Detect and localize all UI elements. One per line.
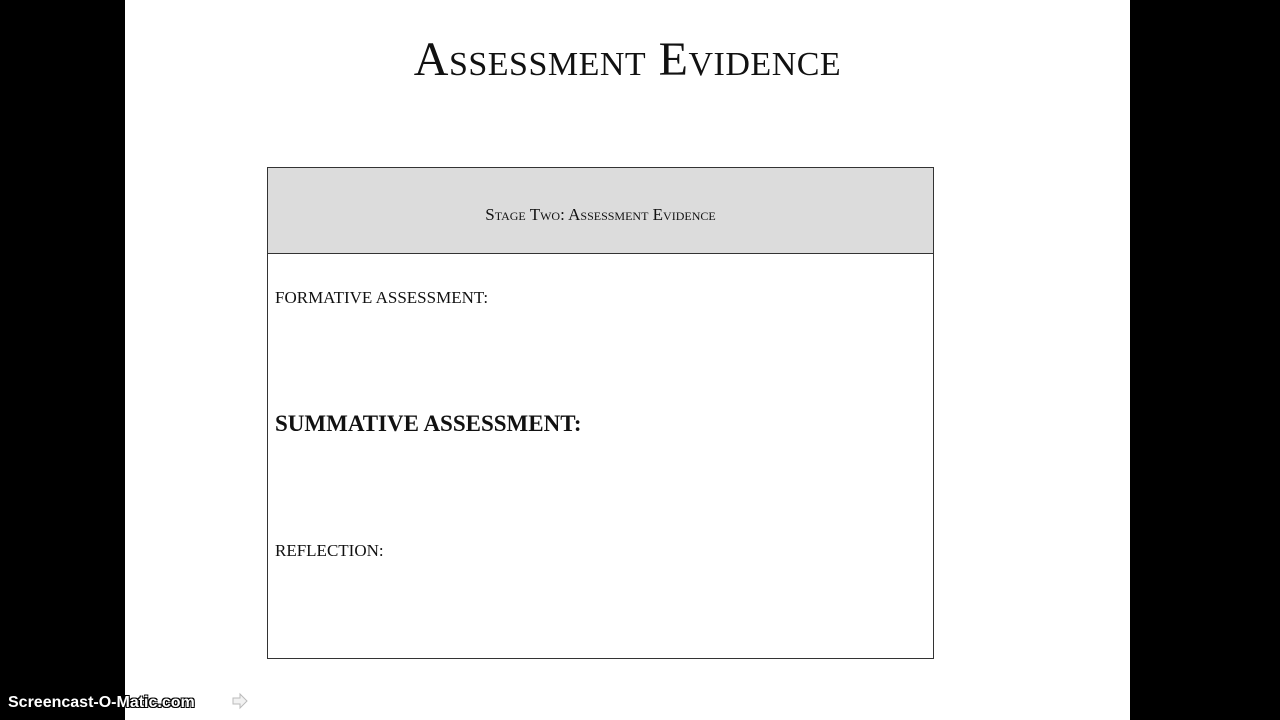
table-header	[268, 168, 933, 254]
reflection-label: REFLECTION:	[275, 541, 384, 560]
assessment-evidence-table	[267, 167, 934, 659]
formative-assessment-label: FORMATIVE ASSESSMENT:	[275, 288, 489, 307]
arrow-right-icon	[231, 692, 249, 710]
slide-title: Assessment Evidence	[413, 33, 842, 86]
summative-assessment-label: SUMMATIVE ASSESSMENT:	[275, 411, 582, 436]
screencast-watermark: Screencast-O-Matic.com	[8, 694, 195, 711]
table-header-text: Stage Two: Assessment Evidence	[485, 204, 716, 224]
presentation-slide	[125, 0, 1130, 720]
